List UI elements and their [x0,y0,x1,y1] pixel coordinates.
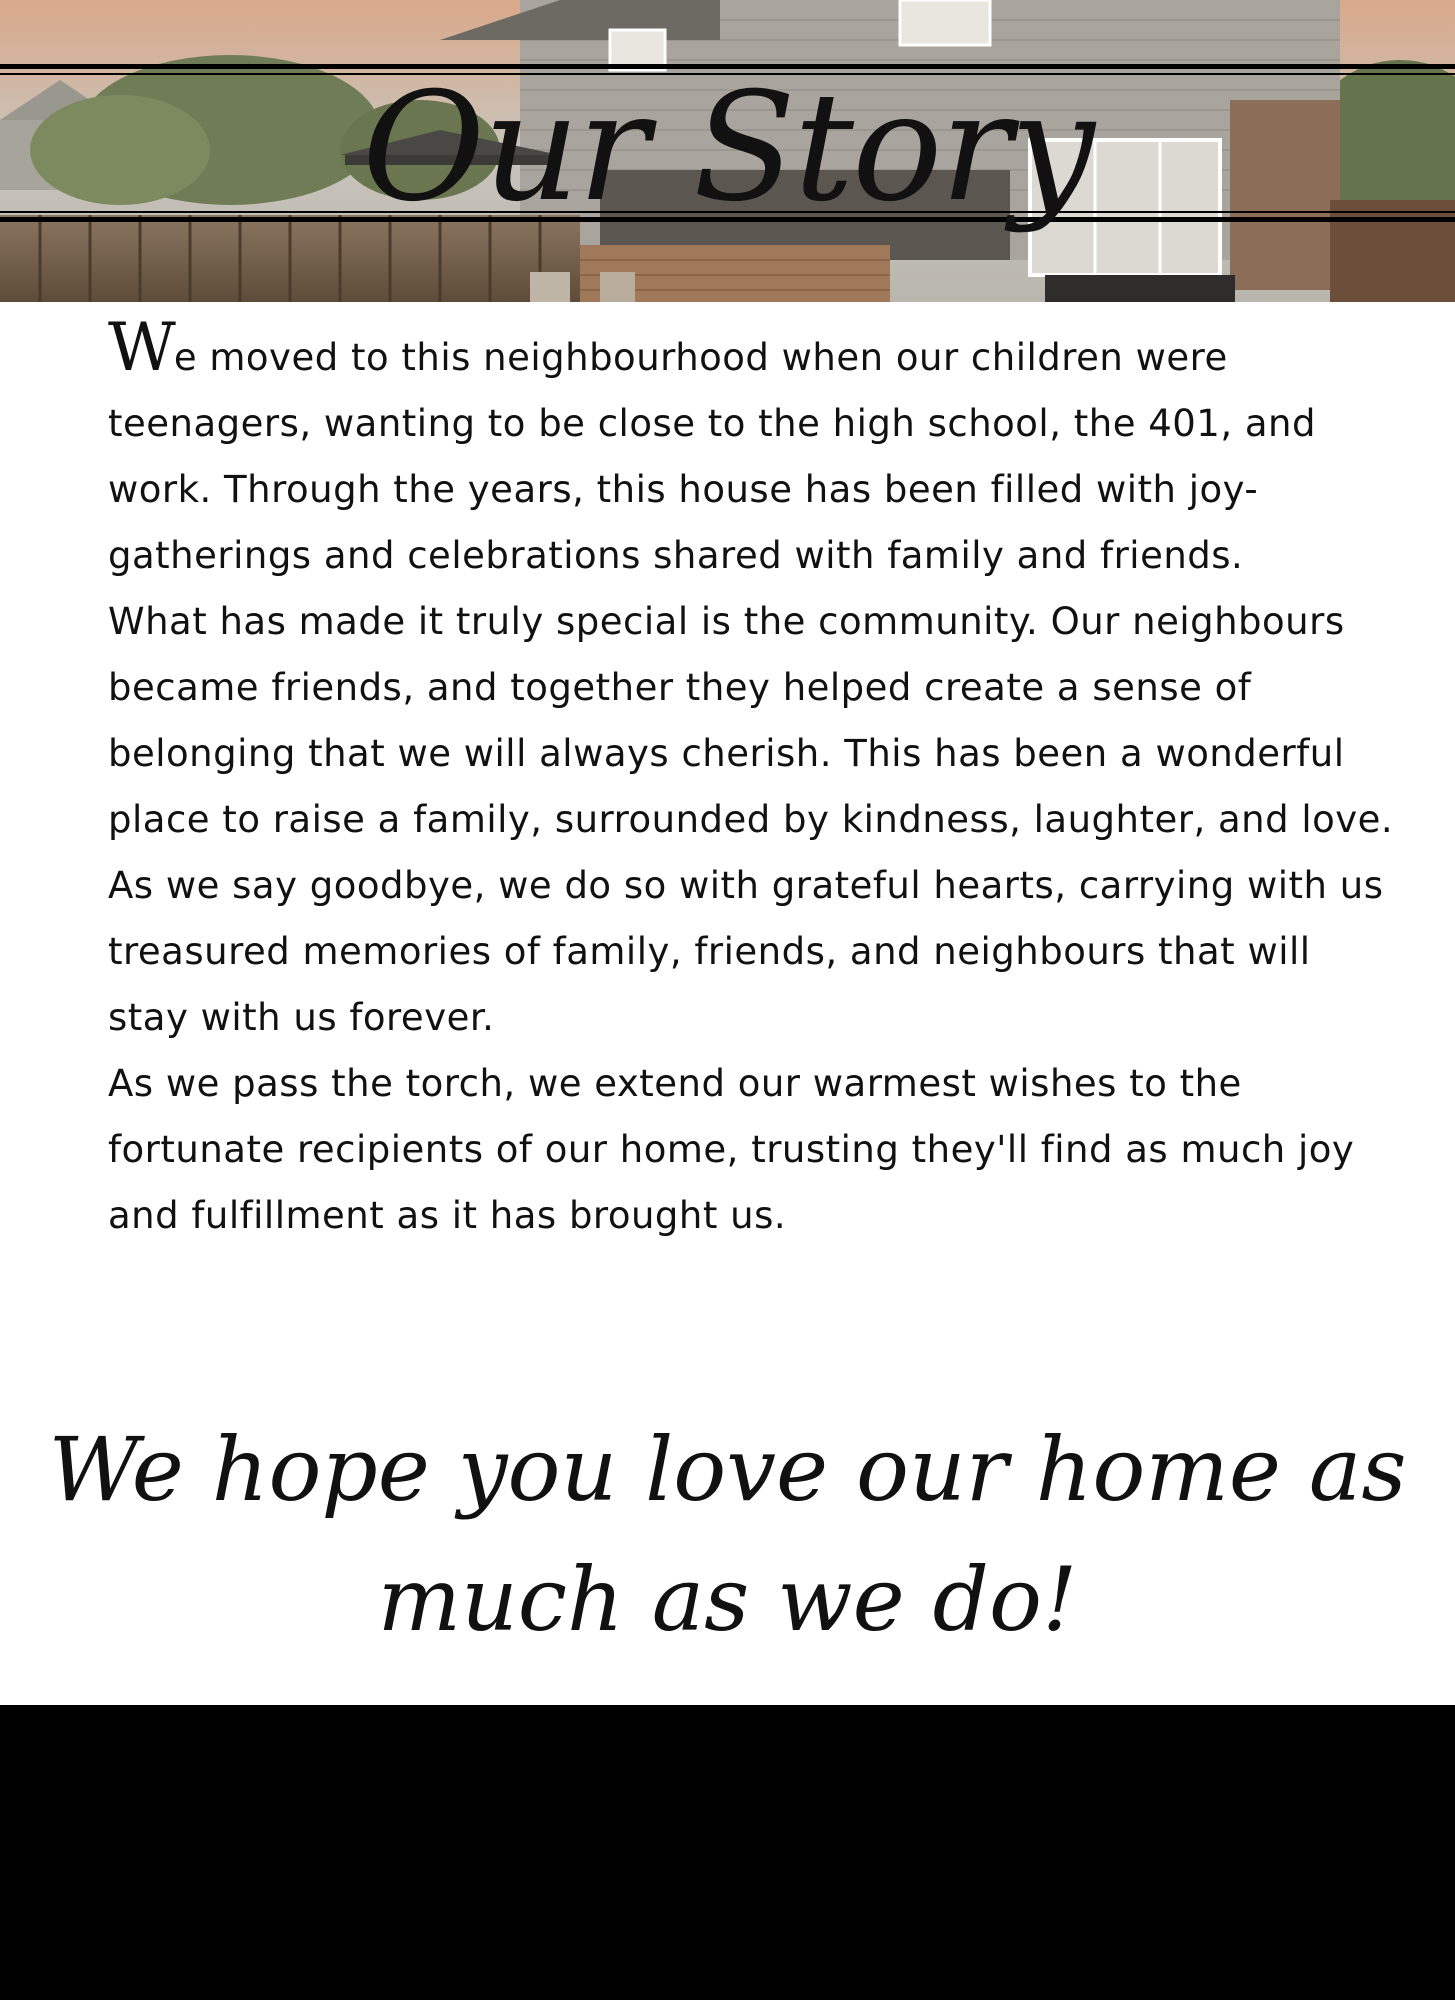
story-body [108,309,1398,1249]
story-paragraph-1 [108,309,1398,589]
story-paragraph-3: As we say goodbye, we do so with grateful hearts, carrying with us treasured memories of family, friends, and neighbours that will stay with us forever. [108,864,1384,1039]
footer-band [0,1705,1455,2000]
closing-line-2: much as we do! [377,1548,1078,1651]
story-paragraph-1-text: e moved to this neighbourhood when our children were teenagers, wanting to be close to the high school, the 401, and work. Through the years, this house has been filled with joy-gatherings and celebrations shared with family and friends. [108,336,1316,577]
story-paragraph-4: As we pass the torch, we extend our warmest wishes to the fortunate recipients of our home, trusting they'll find as much joy and fulfillment as it has brought us. [108,1062,1355,1237]
page-title: Our Story [362,61,1093,235]
story-paragraph-2: What has made it truly special is the community. Our neighbours became friends, and together they helped create a sense of belonging that we will always cherish. This has been a wonderful place to raise a family, surrounded by kindness, laughter, and love. [108,600,1394,841]
closing-message [0,1405,1455,1665]
drop-cap: W [108,309,174,386]
header-banner [0,0,1455,302]
closing-line-1: We hope you love our home as [48,1418,1407,1521]
